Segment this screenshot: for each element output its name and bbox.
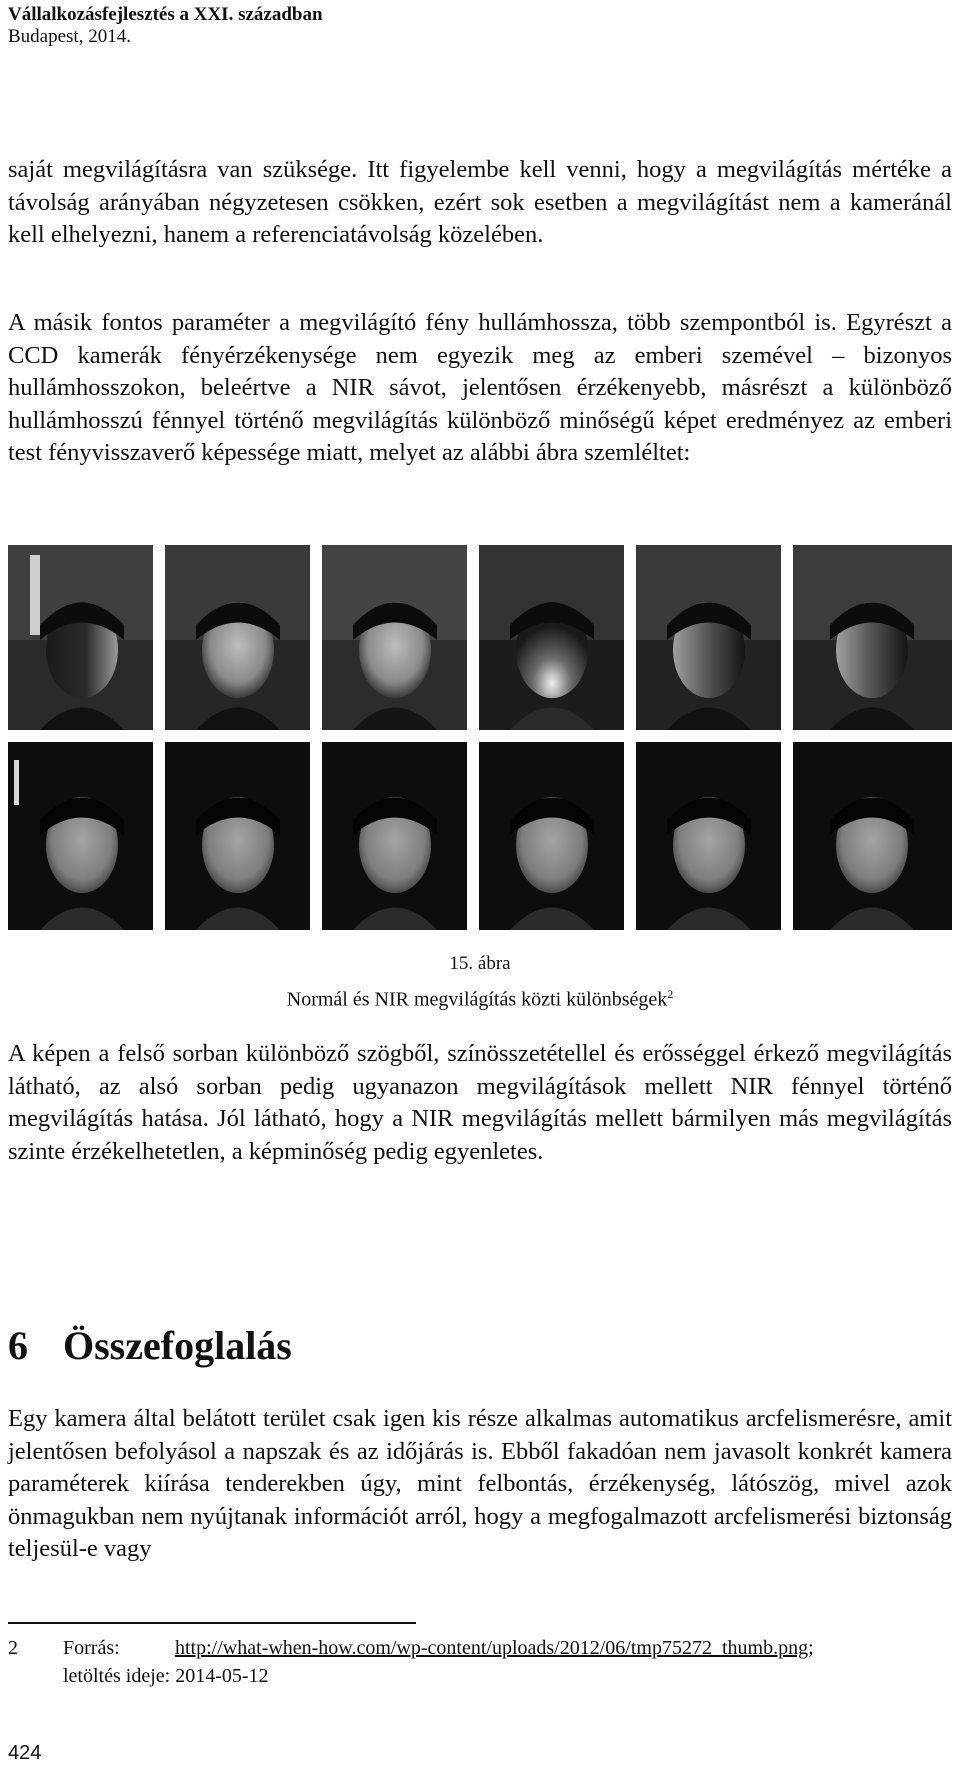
body-paragraph-2: A másik fontos paraméter a megvilágító fény hullámhossza, több szempontból is. Egyrészt a CCD kamerák fényérzékenysége nem egyezik meg az emberi szemével – bizonyos hullámhosszokon, beleértve a NIR sávot, jelentősen érzékenyebb, másrészt a különböző hullámhosszú fénnyel történő megvilágítás különböző minőségű képet eredményez az emberi test fényvisszaverő képessége miatt, melyet az alábbi ábra szemléltet:: [8, 309, 952, 466]
footnote-date: letöltés ideje: 2014-05-12: [63, 1665, 269, 1687]
body-paragraph-1: saját megvilágításra van szüksége. Itt figyelembe kell venni, hogy a megvilágítás mértéke a távolság arányában négyzetesen csökken, ezért sok esetben a megvilágítást nem a kameránál kell elhelyezni, hanem a referenciatávolság közelében.: [8, 156, 952, 248]
face-photo-bottom-5: [636, 742, 781, 930]
face-photo-bottom-6: [793, 742, 952, 930]
face-illumination-figure: [0, 545, 960, 930]
footnote-separator: [8, 1622, 416, 1624]
face-photo-top-4: [479, 545, 624, 730]
running-header-title: Vállalkozásfejlesztés a XXI. században: [8, 4, 323, 25]
face-photo-bottom-3: [322, 742, 467, 930]
page-number: 424: [8, 1742, 42, 1764]
footnote-number: 2: [8, 1637, 18, 1659]
body-paragraph-3: A képen a felső sorban különböző szögből, színösszetétellel és erősséggel érkező megvilágítás látható, az alsó sorban pedig ugyanazon megvilágítások mellett NIR fénnyel történő megvilágítás hatása. Jól látható, hogy a NIR megvilágítás mellett bármilyen más megvilágítás szinte érzékelhetetlen, a képminőség pedig egyenletes.: [8, 1040, 952, 1165]
face-photo-top-2: [165, 545, 310, 730]
face-photo-bottom-4: [479, 742, 624, 930]
figure-caption: [0, 987, 960, 1012]
face-photo-bottom-1: [8, 742, 153, 930]
figure-number: 15. ábra: [449, 953, 511, 974]
face-photo-top-5: [636, 545, 781, 730]
section-paragraph: Egy kamera által belátott terület csak igen kis része alkalmas automatikus arcfelismerésre, amit jelentősen befolyásol a napszak és az időjárás is. Ebből fakadóan nem javasolt konkrét kamera paraméterek kiírása tenderekben úgy, mint felbontás, érzékenység, látószög, mivel azok önmagukban nem nyújtanak információt arról, hogy a megfogalmazott arcfelismerési biztonság teljesül-e vagy: [8, 1405, 952, 1562]
face-photo-top-3: [322, 545, 467, 730]
footnote: [8, 1634, 952, 1690]
section-number: 6: [8, 1323, 28, 1368]
section-heading: [8, 1322, 292, 1369]
footnote-punct: ;: [808, 1637, 814, 1659]
figure-caption-text: Normál és NIR megvilágítás közti különbségek: [286, 988, 668, 1011]
footnote-source-link[interactable]: http://what-when-how.com/wp-content/uploads/2012/06/tmp75272_thumb.png: [175, 1637, 809, 1659]
footnote-reference[interactable]: 2: [667, 987, 674, 1001]
section-title: Összefoglalás: [63, 1323, 292, 1368]
footnote-label: Forrás:: [63, 1637, 120, 1659]
running-header-place: Budapest, 2014.: [8, 26, 131, 47]
face-photo-bottom-2: [165, 742, 310, 930]
face-photo-top-6: [793, 545, 952, 730]
face-photo-top-1: [8, 545, 153, 730]
